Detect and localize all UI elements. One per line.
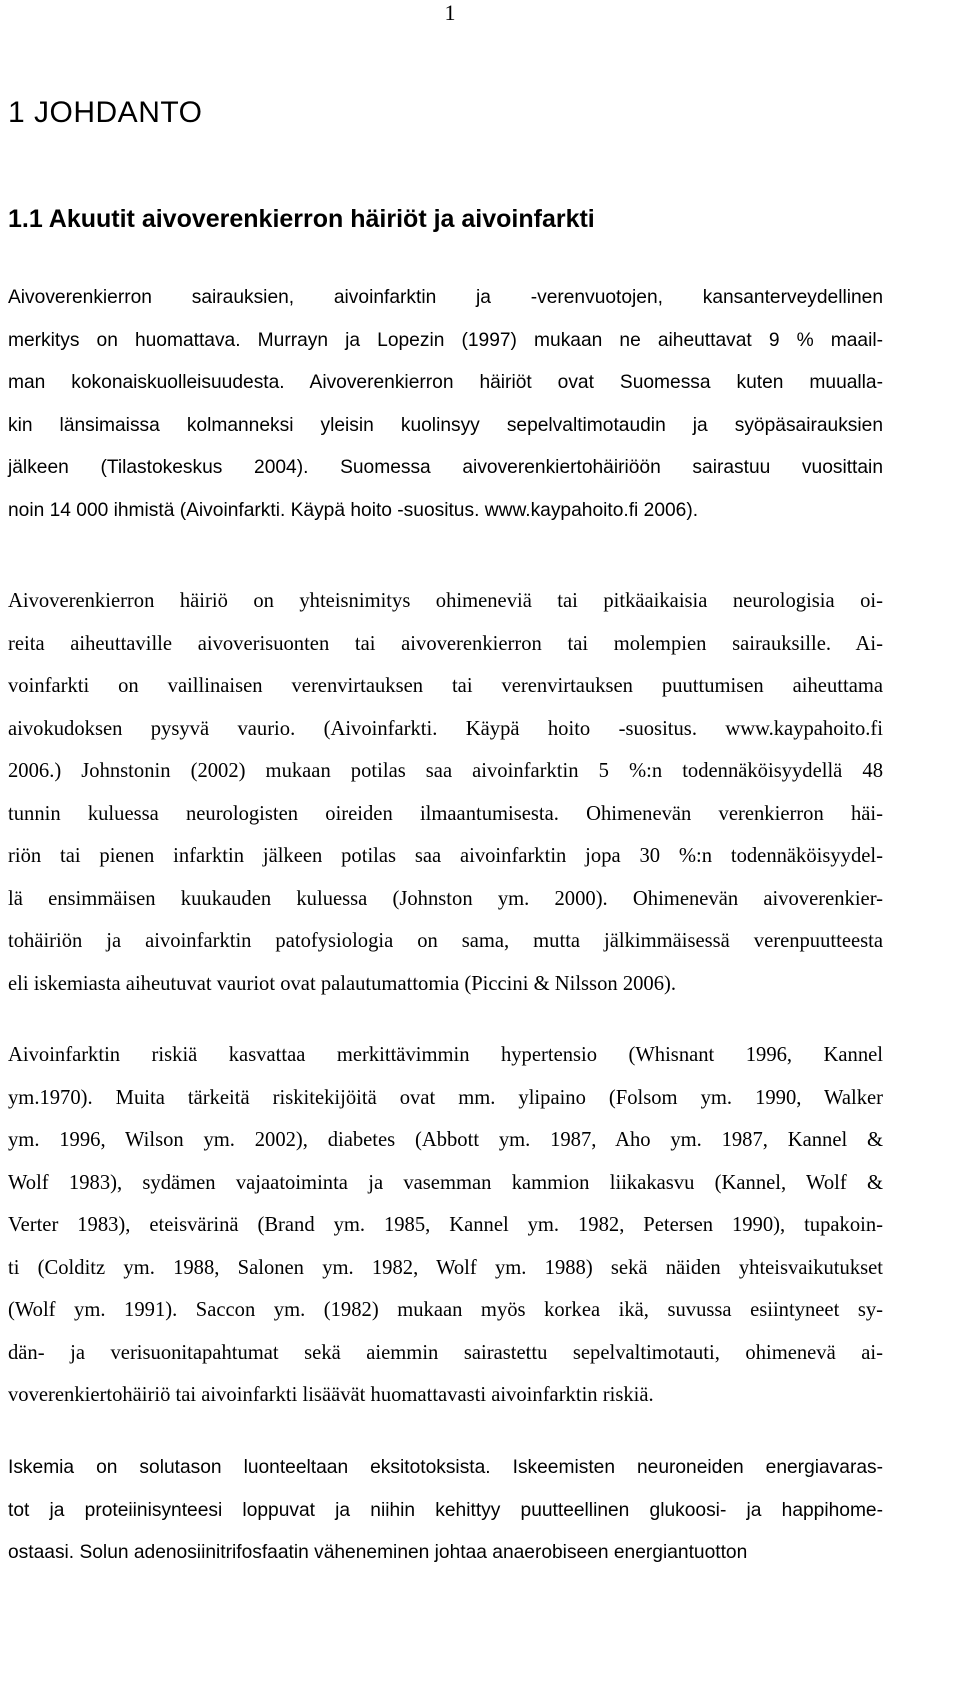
paragraph-line: Aivoverenkierron sairauksien, aivoinfarktin ja -verenvuotojen, kansanterveydellinen [8, 287, 883, 308]
paragraph-4 [8, 1447, 883, 1575]
paragraph-line: lä ensimmäisen kuukauden kuluessa (Johnston ym. 2000). Ohimenevän aivoverenkier- [8, 887, 883, 910]
chapter-heading: 1 JOHDANTO [8, 96, 203, 129]
paragraph-line: ostaasi. Solun adenosiinitrifosfaatin väheneminen johtaa anaerobiseen energiantuotton [8, 1542, 748, 1563]
paragraph-line: eli iskemiasta aiheutuvat vauriot ovat palautumattomia (Piccini & Nilsson 2006). [8, 972, 677, 995]
paragraph-3 [8, 1034, 883, 1417]
paragraph-line: Wolf 1983), sydämen vajaatoiminta ja vasemman kammion liikakasvu (Kannel, Wolf & [8, 1171, 883, 1194]
paragraph-line: Iskemia on solutason luonteeltaan eksitotoksista. Iskeemisten neuroneiden energiavaras- [8, 1457, 883, 1478]
paragraph-line: noin 14 000 ihmistä (Aivoinfarkti. Käypä hoito -suositus. www.kaypahoito.fi 2006). [8, 499, 699, 521]
paragraph-line: ym. 1996, Wilson ym. 2002), diabetes (Abbott ym. 1987, Aho ym. 1987, Kannel & [8, 1129, 883, 1151]
page-number: 1 [444, 0, 456, 25]
paragraph-1 [8, 277, 883, 532]
paragraph-line: reita aiheuttaville aivoverisuonten tai aivoverenkierron tai molempien sairauksille. Ai- [8, 632, 883, 655]
paragraph-line: jälkeen (Tilastokeskus 2004). Suomessa aivoverenkiertohäiriöön sairastuu vuosittain [8, 457, 883, 478]
paragraph-line: Aivoverenkierron häiriö on yhteisnimitys ohimeneviä tai pitkäaikaisia neurologisia oi- [8, 590, 883, 612]
paragraph-line: man kokonaiskuolleisuudesta. Aivoverenkierron häiriöt ovat Suomessa kuten muualla- [8, 372, 883, 393]
paragraph-line: aivokudoksen pysyvä vaurio. (Aivoinfarkti. Käypä hoito -suositus. www.kaypahoito.fi [8, 717, 883, 740]
section-heading: 1.1 Akuutit aivoverenkierron häiriöt ja aivoinfarkti [8, 205, 595, 233]
paragraph-line: riön tai pienen infarktin jälkeen potilas saa aivoinfarktin jopa 30 %:n todennäköisyydel- [8, 845, 883, 867]
paragraph-line: tunnin kuluessa neurologisten oireiden ilmaantumisesta. Ohimenevän verenkierron häi- [8, 802, 883, 825]
paragraph-2 [8, 580, 883, 1005]
paragraph-line: voinfarkti on vaillinaisen verenvirtauksen tai verenvirtauksen puuttumisen aiheuttama [8, 675, 883, 697]
paragraph-line: voverenkiertohäiriö tai aivoinfarkti lisäävät huomattavasti aivoinfarktin riskiä. [8, 1384, 654, 1406]
paragraph-line: 2006.) Johnstonin (2002) mukaan potilas saa aivoinfarktin 5 %:n todennäköisyydellä 48 [8, 760, 883, 782]
paragraph-line: Verter 1983), eteisvärinä (Brand ym. 1985, Kannel ym. 1982, Petersen 1990), tupakoin- [8, 1214, 883, 1236]
paragraph-line: kin länsimaissa kolmanneksi yleisin kuolinsyy sepelvaltimotaudin ja syöpäsairauksien [8, 414, 883, 436]
paragraph-line: tot ja proteiinisynteesi loppuvat ja niihin kehittyy puutteellinen glukoosi- ja happihome- [8, 1499, 883, 1521]
paragraph-line: ti (Colditz ym. 1988, Salonen ym. 1982, Wolf ym. 1988) sekä näiden yhteisvaikutukset [8, 1256, 883, 1279]
paragraph-line: Aivoinfarktin riskiä kasvattaa merkittävimmin hypertensio (Whisnant 1996, Kannel [8, 1044, 883, 1066]
paragraph-line: (Wolf ym. 1991). Saccon ym. (1982) mukaan myös korkea ikä, suvussa esiintyneet sy- [8, 1299, 883, 1321]
paragraph-line: tohäiriön ja aivoinfarktin patofysiologia on sama, mutta jälkimmäisessä verenpuutteesta [8, 930, 883, 952]
paragraph-line: merkitys on huomattava. Murrayn ja Lopezin (1997) mukaan ne aiheuttavat 9 % maail- [8, 329, 883, 351]
paragraph-line: ym.1970). Muita tärkeitä riskitekijöitä ovat mm. ylipaino (Folsom ym. 1990, Walker [8, 1086, 883, 1109]
paragraph-line: dän- ja verisuonitapahtumat sekä aiemmin sairastettu sepelvaltimotauti, ohimenevä ai- [8, 1341, 883, 1364]
